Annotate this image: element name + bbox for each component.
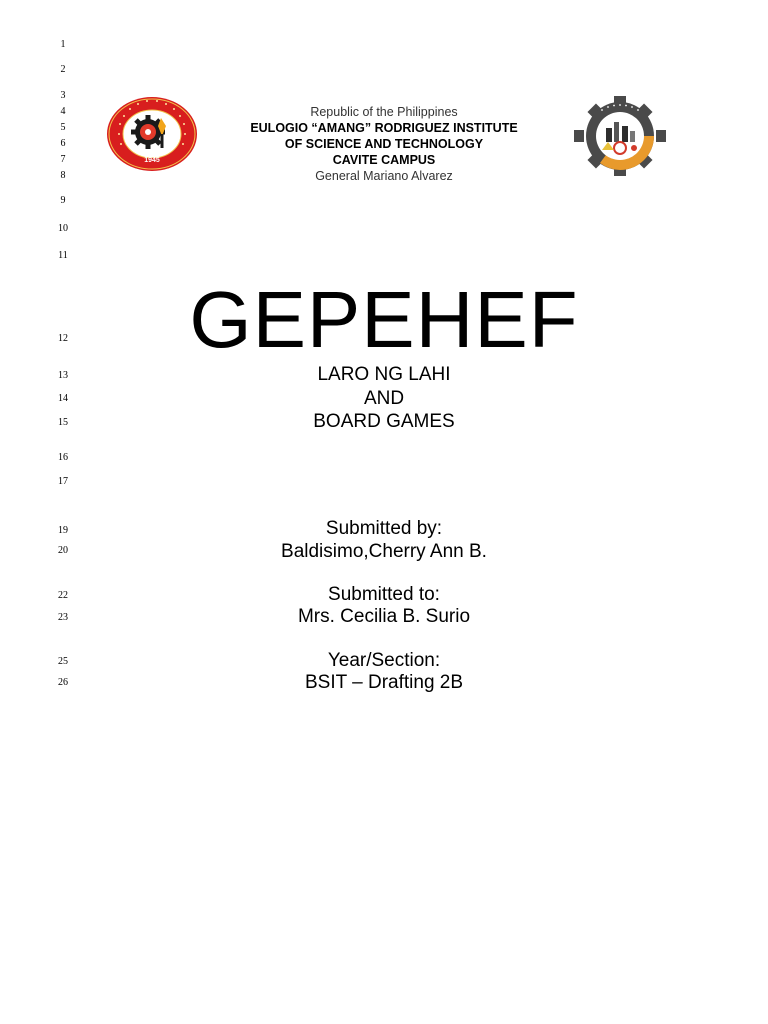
line-number: 3 — [60, 90, 66, 101]
line-number: 25 — [58, 656, 68, 667]
line-number: 22 — [58, 590, 68, 601]
line-number: 5 — [60, 122, 66, 133]
subtitle-line2: AND — [363, 388, 405, 409]
line-number: 20 — [58, 545, 68, 556]
header-location: General Mariano Alvarez — [315, 169, 453, 183]
header-institute-line1: EULOGIO “AMANG” RODRIGUEZ INSTITUTE — [250, 121, 518, 135]
line-number: 26 — [58, 677, 68, 688]
line-number: 19 — [58, 525, 68, 536]
header-institute-line2: OF SCIENCE AND TECHNOLOGY — [284, 137, 484, 151]
page-title: GEPEHEF — [189, 275, 579, 364]
subtitle-line3: BOARD GAMES — [313, 411, 455, 432]
subtitle-line1: LARO NG LAHI — [317, 364, 451, 385]
line-number: 8 — [60, 170, 66, 181]
year-section-label: Year/Section: — [327, 650, 441, 671]
line-number: 23 — [58, 612, 68, 623]
year-section-value: BSIT – Drafting 2B — [304, 672, 464, 693]
line-number: 13 — [58, 370, 68, 381]
line-number: 9 — [60, 195, 66, 206]
submitted-by-value: Baldisimo,Cherry Ann B. — [281, 541, 487, 562]
line-number: 14 — [58, 393, 68, 404]
line-number: 7 — [60, 154, 66, 165]
university-seal-icon — [106, 96, 198, 172]
submitted-to-label: Submitted to: — [328, 584, 440, 605]
line-number: 6 — [60, 138, 66, 149]
line-number: 4 — [60, 106, 66, 117]
seal-year: 1945 — [144, 157, 160, 164]
header-republic: Republic of the Philippines — [310, 105, 458, 119]
industrial-technology-gear-logo — [572, 96, 670, 176]
submitted-by-label: Submitted by: — [325, 518, 443, 539]
header-campus: CAVITE CAMPUS — [332, 153, 436, 167]
line-number: 16 — [58, 452, 68, 463]
line-number: 12 — [58, 333, 68, 344]
line-number: 2 — [60, 64, 66, 75]
line-number: 15 — [58, 417, 68, 428]
submitted-to-value: Mrs. Cecilia B. Surio — [297, 606, 471, 627]
line-number: 10 — [58, 223, 68, 234]
line-number: 1 — [60, 39, 66, 50]
line-number: 11 — [58, 250, 68, 261]
line-number: 17 — [58, 476, 68, 487]
